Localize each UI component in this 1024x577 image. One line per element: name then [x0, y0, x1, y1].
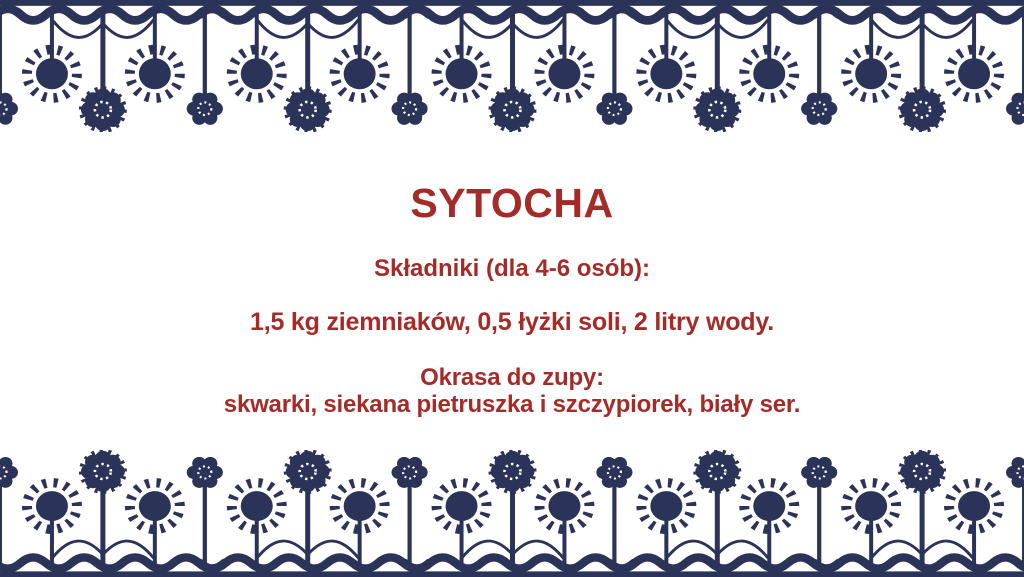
recipe-title: SYTOCHA	[410, 180, 614, 226]
servings-heading: Składniki (dla 4-6 osób):	[373, 255, 651, 282]
folk-floral-border-top-icon	[0, 0, 1024, 132]
garnish-items: skwarki, siekana pietruszka i szczypiorek, biały ser.	[223, 391, 801, 418]
garnish-section	[0, 364, 1024, 418]
ingredients-line: 1,5 kg ziemniaków, 0,5 łyżki soli, 2 litry wody.	[250, 308, 774, 336]
folk-floral-border-bottom-icon	[0, 450, 1024, 577]
garnish-heading: Okrasa do zupy:	[420, 364, 604, 391]
